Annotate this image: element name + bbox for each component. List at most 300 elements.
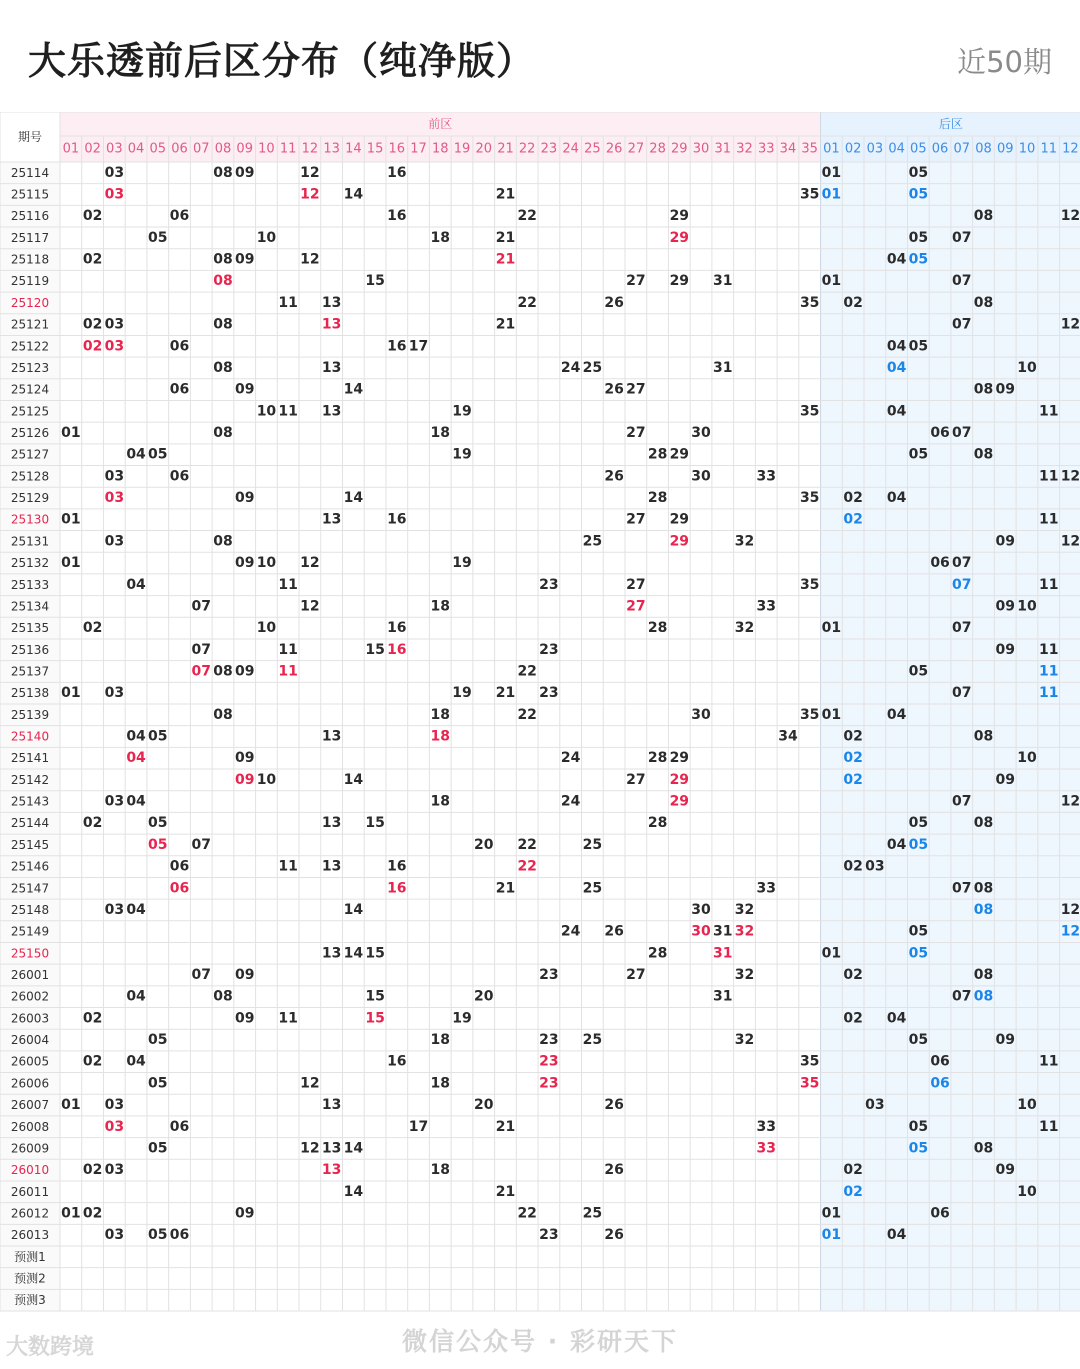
issue-number: 26003 — [10, 1011, 50, 1026]
front-draw-22: 22 — [517, 836, 537, 853]
front-draw-05: 05 — [148, 446, 168, 463]
front-draw-32: 32 — [734, 1032, 755, 1049]
front-draw-11: 11 — [278, 641, 298, 658]
front-draw-29: 29 — [669, 771, 690, 788]
back-draw-01: 01 — [821, 1227, 842, 1244]
front-draw-18: 18 — [430, 1162, 451, 1179]
front-draw-11: 11 — [278, 663, 298, 680]
front-draw-05: 05 — [148, 1032, 168, 1049]
back-draw-02: 02 — [843, 967, 863, 983]
front-col-header-07: 07 — [192, 141, 210, 157]
front-draw-19: 19 — [452, 446, 472, 463]
back-draw-08: 08 — [973, 815, 994, 832]
front-draw-21: 21 — [495, 880, 516, 897]
front-draw-04: 04 — [126, 576, 146, 593]
back-draw-12: 12 — [1060, 468, 1080, 485]
front-draw-06: 06 — [169, 858, 190, 875]
back-col-header-12: 12 — [1062, 141, 1079, 157]
front-draw-14: 14 — [343, 1140, 364, 1157]
front-draw-09: 09 — [234, 381, 255, 398]
front-draw-29: 29 — [669, 511, 690, 528]
back-draw-08: 08 — [973, 901, 994, 918]
front-draw-06: 06 — [169, 1118, 190, 1135]
front-draw-33: 33 — [756, 1118, 776, 1135]
front-col-header-28: 28 — [649, 141, 666, 157]
distribution-table — [0, 112, 1080, 1316]
front-col-header-24: 24 — [562, 141, 579, 157]
front-draw-13: 13 — [321, 858, 342, 875]
front-draw-26: 26 — [604, 468, 624, 485]
front-draw-10: 10 — [256, 771, 277, 788]
issue-number: 25118 — [10, 252, 50, 267]
front-draw-11: 11 — [278, 403, 298, 420]
back-draw-04: 04 — [886, 490, 907, 507]
issue-number: 26001 — [10, 968, 50, 982]
issue-number: 25115 — [10, 187, 50, 202]
back-draw-05: 05 — [908, 1118, 929, 1135]
front-draw-05: 05 — [148, 1075, 168, 1092]
front-draw-23: 23 — [539, 641, 559, 658]
back-draw-07: 07 — [952, 880, 972, 897]
back-draw-06: 06 — [930, 555, 950, 572]
front-draw-16: 16 — [387, 208, 407, 225]
back-draw-04: 04 — [886, 403, 907, 420]
front-draw-03: 03 — [104, 164, 125, 181]
front-draw-30: 30 — [691, 706, 711, 723]
front-draw-06: 06 — [169, 880, 190, 897]
front-draw-28: 28 — [647, 945, 668, 962]
issue-number: 26004 — [10, 1033, 50, 1048]
front-draw-10: 10 — [256, 403, 277, 420]
back-draw-11: 11 — [1038, 663, 1059, 680]
issue-number: 25123 — [10, 360, 50, 375]
front-draw-08: 08 — [213, 251, 233, 268]
front-draw-03: 03 — [104, 1118, 125, 1135]
issue-number: 25116 — [10, 209, 50, 224]
back-draw-07: 07 — [952, 229, 972, 246]
front-draw-03: 03 — [104, 793, 125, 810]
front-draw-09: 09 — [234, 663, 255, 680]
front-draw-09: 09 — [234, 251, 255, 268]
front-draw-05: 05 — [148, 1227, 168, 1244]
front-col-header-06: 06 — [171, 141, 188, 157]
front-draw-29: 29 — [669, 533, 690, 550]
front-draw-11: 11 — [278, 858, 298, 875]
front-draw-23: 23 — [539, 1032, 559, 1049]
front-draw-16: 16 — [387, 1053, 407, 1070]
front-draw-15: 15 — [365, 641, 385, 658]
issue-number: 25129 — [10, 491, 50, 506]
front-draw-08: 08 — [213, 273, 233, 290]
front-draw-21: 21 — [495, 1183, 516, 1200]
back-draw-05: 05 — [908, 229, 929, 246]
front-col-header-08: 08 — [214, 141, 232, 157]
back-col-header-02: 02 — [844, 141, 862, 157]
front-col-header-11: 11 — [279, 141, 297, 157]
front-draw-12: 12 — [300, 251, 320, 268]
front-col-header-22: 22 — [518, 141, 536, 157]
back-col-header-07: 07 — [953, 141, 971, 157]
back-draw-08: 08 — [973, 967, 994, 983]
issue-number: 26010 — [10, 1163, 50, 1178]
front-draw-13: 13 — [321, 945, 342, 962]
back-draw-04: 04 — [886, 338, 907, 355]
front-draw-15: 15 — [365, 815, 385, 832]
front-draw-15: 15 — [365, 273, 385, 290]
back-draw-09: 09 — [995, 1162, 1015, 1179]
front-draw-23: 23 — [539, 967, 559, 983]
front-draw-16: 16 — [387, 880, 407, 897]
back-draw-05: 05 — [908, 1140, 929, 1157]
back-draw-11: 11 — [1038, 511, 1059, 528]
front-draw-03: 03 — [104, 316, 125, 333]
front-col-header-27: 27 — [627, 141, 645, 157]
front-draw-22: 22 — [517, 706, 537, 723]
front-draw-16: 16 — [387, 164, 407, 181]
front-draw-01: 01 — [61, 555, 81, 572]
front-draw-01: 01 — [61, 511, 81, 528]
front-col-header-04: 04 — [127, 141, 145, 157]
issue-number: 25117 — [10, 230, 50, 245]
front-draw-25: 25 — [582, 880, 603, 897]
front-draw-30: 30 — [691, 468, 711, 485]
front-draw-31: 31 — [713, 945, 733, 962]
back-draw-10: 10 — [1017, 1183, 1037, 1200]
front-draw-03: 03 — [104, 1162, 125, 1179]
front-draw-04: 04 — [126, 988, 146, 1005]
back-draw-09: 09 — [995, 1032, 1015, 1049]
front-draw-07: 07 — [191, 967, 211, 983]
front-draw-13: 13 — [321, 1162, 342, 1179]
front-draw-16: 16 — [387, 511, 407, 528]
front-draw-31: 31 — [713, 273, 733, 290]
front-draw-05: 05 — [148, 815, 168, 832]
back-col-header-03: 03 — [866, 141, 884, 157]
front-draw-12: 12 — [300, 164, 320, 181]
front-draw-29: 29 — [669, 750, 690, 767]
issue-number: 25142 — [10, 772, 50, 787]
issue-number: 25147 — [10, 881, 50, 896]
issue-number: 25131 — [10, 534, 50, 549]
front-col-header-03: 03 — [106, 141, 123, 157]
back-draw-04: 04 — [886, 836, 907, 853]
front-draw-04: 04 — [126, 901, 146, 918]
back-draw-10: 10 — [1017, 750, 1037, 767]
back-draw-11: 11 — [1038, 685, 1059, 702]
front-draw-13: 13 — [321, 1140, 342, 1157]
front-col-header-29: 29 — [671, 141, 688, 157]
front-col-header-32: 32 — [736, 141, 753, 157]
issue-header: 期号 — [17, 130, 43, 144]
front-col-header-15: 15 — [366, 141, 384, 157]
issue-number: 26002 — [10, 989, 50, 1004]
front-draw-33: 33 — [756, 1140, 776, 1157]
issue-number: 25135 — [10, 621, 50, 636]
front-col-header-12: 12 — [301, 141, 319, 157]
back-draw-07: 07 — [952, 576, 972, 593]
front-draw-01: 01 — [61, 1097, 81, 1114]
back-draw-06: 06 — [930, 1075, 950, 1092]
back-draw-11: 11 — [1038, 1053, 1059, 1070]
front-draw-09: 09 — [234, 1205, 255, 1222]
back-draw-12: 12 — [1060, 901, 1080, 918]
back-draw-07: 07 — [952, 273, 972, 290]
front-draw-08: 08 — [213, 316, 233, 333]
back-draw-08: 08 — [973, 208, 994, 225]
front-draw-26: 26 — [604, 1162, 624, 1179]
back-draw-02: 02 — [843, 858, 863, 875]
front-draw-31: 31 — [713, 923, 733, 940]
back-draw-04: 04 — [886, 706, 907, 723]
front-col-header-10: 10 — [258, 141, 275, 157]
front-draw-35: 35 — [799, 1053, 820, 1070]
issue-number: 25122 — [10, 339, 50, 354]
issue-number: 25136 — [10, 642, 50, 657]
front-draw-14: 14 — [343, 490, 364, 507]
front-col-header-21: 21 — [497, 141, 514, 157]
front-col-header-09: 09 — [236, 141, 253, 157]
front-col-header-34: 34 — [779, 141, 797, 157]
front-draw-05: 05 — [148, 229, 168, 246]
back-draw-04: 04 — [886, 1010, 907, 1027]
front-draw-03: 03 — [104, 533, 125, 550]
back-col-header-10: 10 — [1018, 141, 1036, 157]
issue-number: 26008 — [10, 1119, 50, 1134]
front-draw-28: 28 — [647, 620, 668, 637]
issue-number: 25141 — [10, 751, 50, 766]
front-draw-35: 35 — [799, 1075, 820, 1092]
back-draw-03: 03 — [865, 1097, 885, 1114]
back-draw-08: 08 — [973, 728, 994, 745]
issue-number: 25121 — [10, 317, 50, 332]
front-draw-02: 02 — [82, 815, 103, 832]
front-draw-07: 07 — [191, 836, 211, 853]
front-draw-22: 22 — [517, 1205, 537, 1222]
front-draw-23: 23 — [539, 685, 559, 702]
back-draw-09: 09 — [995, 533, 1015, 550]
issue-number: 25125 — [10, 404, 50, 419]
front-draw-18: 18 — [430, 598, 451, 615]
front-draw-04: 04 — [126, 728, 146, 745]
back-draw-01: 01 — [821, 273, 842, 290]
front-draw-06: 06 — [169, 208, 190, 225]
front-draw-06: 06 — [169, 381, 190, 398]
front-col-header-26: 26 — [605, 141, 623, 157]
back-draw-09: 09 — [995, 771, 1015, 788]
front-draw-23: 23 — [539, 576, 559, 593]
front-draw-10: 10 — [256, 229, 277, 246]
front-draw-24: 24 — [560, 750, 581, 767]
back-draw-08: 08 — [973, 294, 994, 311]
back-draw-07: 07 — [952, 555, 972, 572]
front-draw-12: 12 — [300, 1140, 320, 1157]
back-col-header-06: 06 — [931, 141, 949, 157]
front-draw-03: 03 — [104, 901, 125, 918]
front-col-header-16: 16 — [388, 141, 406, 157]
front-col-header-14: 14 — [345, 141, 362, 157]
front-draw-03: 03 — [104, 1097, 125, 1114]
front-draw-01: 01 — [61, 1205, 81, 1222]
back-draw-01: 01 — [821, 164, 842, 181]
front-draw-32: 32 — [734, 533, 755, 550]
front-draw-35: 35 — [799, 186, 820, 203]
front-draw-11: 11 — [278, 294, 298, 311]
front-draw-01: 01 — [61, 425, 81, 441]
back-draw-06: 06 — [930, 1053, 950, 1070]
back-draw-02: 02 — [843, 771, 863, 788]
issue-number: 25144 — [10, 816, 50, 831]
back-draw-12: 12 — [1060, 793, 1080, 810]
issue-number: 26007 — [10, 1098, 50, 1113]
front-draw-21: 21 — [495, 186, 516, 203]
back-draw-05: 05 — [908, 338, 929, 355]
front-draw-07: 07 — [191, 598, 211, 615]
front-draw-02: 02 — [82, 1205, 103, 1222]
front-draw-22: 22 — [517, 663, 537, 680]
front-draw-33: 33 — [756, 598, 776, 615]
front-draw-02: 02 — [82, 208, 103, 225]
front-draw-03: 03 — [104, 685, 125, 702]
front-col-header-25: 25 — [584, 141, 601, 157]
back-draw-05: 05 — [908, 923, 929, 940]
front-draw-26: 26 — [604, 294, 624, 311]
front-draw-33: 33 — [756, 468, 776, 485]
front-draw-06: 06 — [169, 468, 190, 485]
back-draw-12: 12 — [1060, 208, 1080, 225]
front-draw-18: 18 — [430, 229, 451, 246]
front-draw-32: 32 — [734, 967, 755, 983]
front-draw-08: 08 — [213, 164, 233, 181]
watermark-text: 微信公众号 · 彩研天下 — [402, 1327, 678, 1356]
back-draw-04: 04 — [886, 1227, 907, 1244]
front-draw-29: 29 — [669, 446, 690, 463]
issue-number: 26005 — [10, 1054, 50, 1069]
issue-number: 25138 — [10, 686, 50, 701]
issue-number: 25140 — [10, 729, 50, 744]
front-draw-16: 16 — [387, 858, 407, 875]
front-draw-25: 25 — [582, 836, 603, 853]
back-col-header-09: 09 — [996, 141, 1014, 157]
back-draw-09: 09 — [995, 598, 1015, 615]
issue-number: 25124 — [10, 382, 50, 397]
issue-number: 25127 — [10, 447, 50, 462]
front-draw-21: 21 — [495, 316, 516, 333]
front-draw-21: 21 — [495, 685, 516, 702]
front-draw-18: 18 — [430, 425, 451, 441]
front-draw-18: 18 — [430, 1032, 451, 1049]
back-draw-08: 08 — [973, 880, 994, 897]
front-draw-32: 32 — [734, 923, 755, 940]
front-draw-15: 15 — [365, 1010, 385, 1027]
front-draw-27: 27 — [626, 598, 646, 615]
issue-number: 25133 — [10, 577, 50, 592]
back-draw-08: 08 — [973, 988, 994, 1005]
front-draw-16: 16 — [387, 620, 407, 637]
back-col-header-05: 05 — [910, 141, 927, 157]
back-col-header-11: 11 — [1040, 141, 1057, 157]
issue-number: 25137 — [10, 664, 50, 679]
front-draw-32: 32 — [734, 620, 755, 637]
front-draw-35: 35 — [799, 706, 820, 723]
front-draw-04: 04 — [126, 446, 146, 463]
front-draw-09: 09 — [234, 750, 255, 767]
back-draw-04: 04 — [886, 251, 907, 268]
back-draw-05: 05 — [908, 186, 929, 203]
front-draw-10: 10 — [256, 620, 277, 637]
front-draw-17: 17 — [408, 338, 429, 355]
front-draw-27: 27 — [626, 381, 646, 398]
back-draw-06: 06 — [930, 1205, 950, 1222]
back-draw-11: 11 — [1038, 641, 1059, 658]
front-col-header-33: 33 — [757, 141, 775, 157]
front-draw-34: 34 — [778, 728, 798, 745]
back-zone-label: 后区 — [938, 117, 963, 131]
front-draw-08: 08 — [213, 533, 233, 550]
front-draw-16: 16 — [387, 338, 407, 355]
front-draw-32: 32 — [734, 901, 755, 918]
front-draw-09: 09 — [234, 1010, 255, 1027]
front-draw-13: 13 — [321, 316, 342, 333]
issue-number: 25126 — [10, 426, 50, 440]
page-header — [0, 0, 1080, 112]
front-col-header-02: 02 — [84, 141, 101, 157]
issue-number: 26013 — [10, 1228, 50, 1243]
back-draw-05: 05 — [908, 446, 929, 463]
front-draw-12: 12 — [300, 186, 320, 203]
back-draw-01: 01 — [821, 186, 842, 203]
back-draw-08: 08 — [973, 381, 994, 398]
back-draw-05: 05 — [908, 663, 929, 680]
issue-number: 26011 — [10, 1184, 50, 1199]
front-draw-28: 28 — [647, 815, 668, 832]
front-draw-12: 12 — [300, 598, 320, 615]
back-draw-06: 06 — [930, 425, 950, 441]
issue-number: 预测2 — [14, 1271, 46, 1286]
front-draw-01: 01 — [61, 685, 81, 702]
front-draw-11: 11 — [278, 576, 298, 593]
front-col-header-23: 23 — [540, 141, 558, 157]
back-draw-07: 07 — [952, 685, 972, 702]
back-draw-02: 02 — [843, 1183, 863, 1200]
front-draw-09: 09 — [234, 490, 255, 507]
front-draw-03: 03 — [104, 468, 125, 485]
front-draw-22: 22 — [517, 858, 537, 875]
back-draw-01: 01 — [821, 620, 842, 637]
front-col-header-31: 31 — [714, 141, 732, 157]
back-draw-02: 02 — [843, 1010, 863, 1027]
back-draw-02: 02 — [843, 511, 863, 528]
issue-number: 26012 — [10, 1206, 50, 1221]
front-draw-27: 27 — [626, 511, 646, 528]
back-draw-05: 05 — [908, 836, 929, 853]
front-draw-02: 02 — [82, 1053, 103, 1070]
front-draw-25: 25 — [582, 1205, 603, 1222]
front-draw-03: 03 — [104, 338, 125, 355]
back-draw-01: 01 — [821, 1205, 842, 1222]
issue-number: 25134 — [10, 599, 50, 614]
issue-number: 25114 — [10, 165, 50, 180]
front-draw-19: 19 — [452, 685, 472, 702]
back-col-header-04: 04 — [888, 141, 905, 157]
front-draw-27: 27 — [626, 273, 646, 290]
issue-number: 预测1 — [14, 1249, 46, 1264]
front-draw-20: 20 — [473, 1097, 494, 1114]
issue-number: 25149 — [10, 924, 50, 939]
front-draw-14: 14 — [343, 381, 364, 398]
back-draw-05: 05 — [908, 945, 929, 962]
front-draw-35: 35 — [799, 576, 820, 593]
back-draw-05: 05 — [908, 1032, 929, 1049]
